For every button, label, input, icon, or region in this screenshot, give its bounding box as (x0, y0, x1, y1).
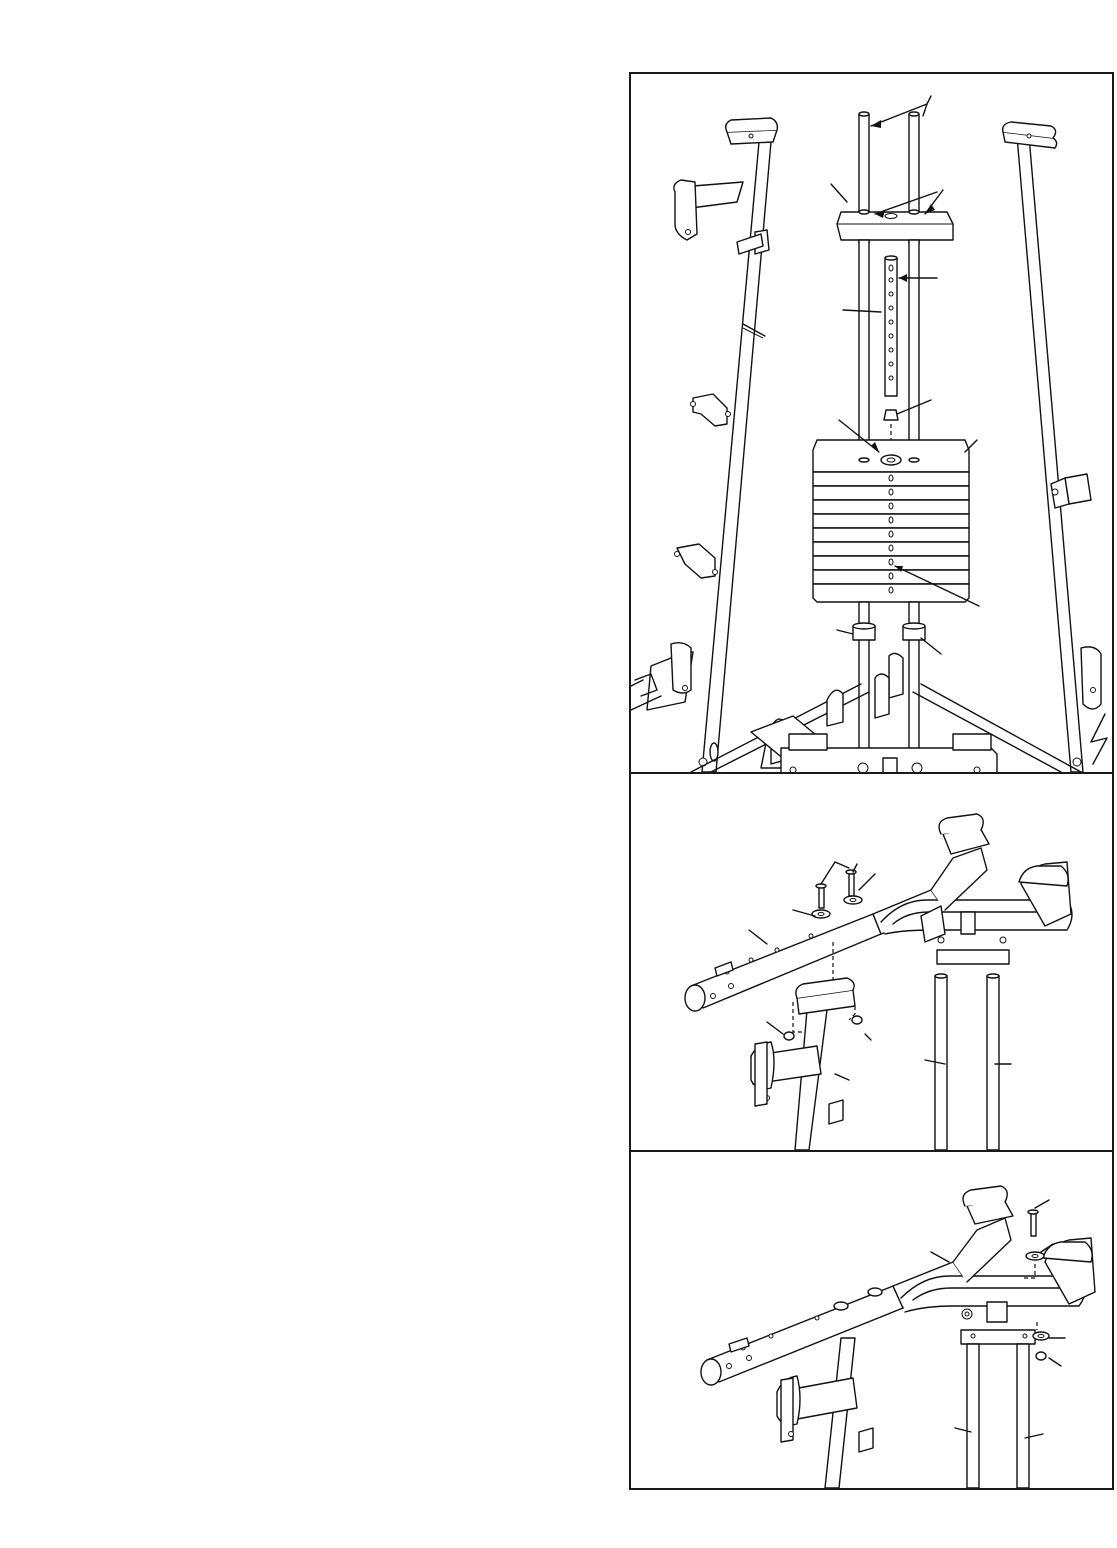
weight-stack-diagram (631, 74, 1112, 772)
upper-frame-bolted-svg (631, 1152, 1112, 1488)
upright-tube-top (751, 978, 855, 1150)
top-plate (837, 210, 953, 240)
selector-rod (884, 256, 898, 460)
weight-stack (813, 440, 969, 602)
guide-rods (935, 974, 999, 1150)
weight-stack-svg (631, 74, 1112, 772)
upper-arm-tube (685, 814, 1072, 1011)
base-frame (691, 653, 1081, 772)
upper-frame-attach-diagram (631, 774, 1112, 1150)
right-upright-tube (1003, 122, 1107, 772)
upright-tube (777, 1338, 873, 1488)
upper-frame-bolted-diagram (631, 1152, 1112, 1488)
weight-plate-pin-holes (889, 475, 893, 593)
guide-rods (967, 1344, 1029, 1488)
upper-frame-attach-svg (631, 774, 1112, 1150)
left-upright-tube (631, 118, 777, 772)
